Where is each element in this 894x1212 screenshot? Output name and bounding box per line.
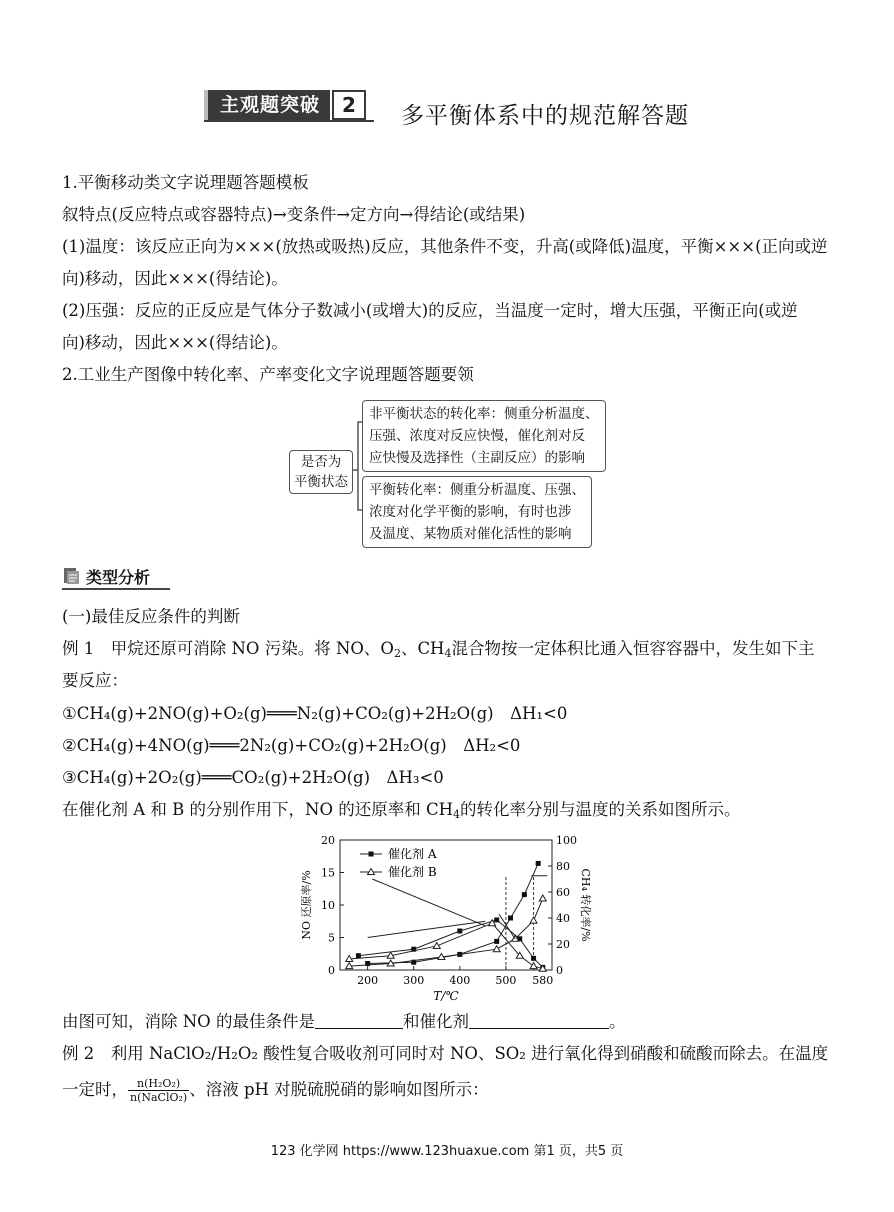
branch-1-line-3: 应快慢及选择性（主副反应）的影响 [369,450,585,466]
data-point-square [531,956,536,961]
ex2-text-b: 、溶液 pH 对脱硫脱硝的影响如图所示： [189,1080,489,1099]
branch-1-line-1: 非平衡状态的转化率：侧重分析温度、 [369,406,599,422]
ex1-text-a: 例 1 甲烷还原可消除 NO 污染。将 NO、O [62,639,394,658]
reaction-2: ②CH₄(g)+4NO(g)═══2N₂(g)+CO₂(g)+2H₂O(g) ΔH₂<0 [62,736,521,755]
para-1-pressure-cont: 向)移动，因此×××(得结论)。 [62,333,288,352]
question-text-b: 和催化剂 [402,1012,469,1031]
y-left-tick-label: 10 [321,899,335,912]
topic-badge-label: 主观题突破 [204,90,330,120]
data-point-triangle [493,946,500,952]
data-point-square [508,916,513,921]
ex1-fig-text-b: 的转化率分别与温度的关系如图所示。 [460,800,741,819]
ratio-fraction [128,1077,189,1104]
x-tick-label: 200 [357,974,379,987]
annotation-arrow [368,921,486,937]
y-right-tick-label: 0 [556,964,563,977]
fraction-numerator: n(H₂O₂) [128,1077,189,1091]
answer-blank-condition[interactable] [315,1012,403,1029]
example-1-intro-cont: 要反应： [62,671,128,690]
data-point-square [522,892,527,897]
example-2-intro: 例 2 利用 NaClO₂/H₂O₂ 酸性复合吸收剂可同时对 NO、SO₂ 进行氧化得到硝酸和硫酸而除去。在温度 [62,1044,829,1063]
y-right-tick-label: 80 [556,860,570,873]
para-1-template: 叙特点(反应特点或容器特点)→变条件→定方向→得结论(或结果) [62,205,526,224]
y-right-tick-label: 20 [556,938,570,951]
annotation-arrow [372,879,485,926]
y-left-tick-label: 20 [321,834,335,847]
diagram-root-box [289,450,353,494]
data-point-triangle [530,963,537,969]
example-1-category: (一)最佳反应条件的判断 [62,607,240,626]
diagram-branch-equilibrium [362,476,592,548]
y-left-axis-label: NO 还原率/% [300,870,313,940]
y-right-tick-label: 60 [556,886,570,899]
question-text-c: 。 [608,1012,626,1031]
para-1-temperature: (1)温度：该反应正向为×××(放热或吸热)反应，其他条件不变，升高(或降低)温度，平衡×××(正向或逆 [62,237,828,256]
ex1-text-c: 混合物按一定体积比通入恒容容器中，发生如下主 [451,639,815,658]
series-line-0 [358,920,542,967]
data-point-square [536,861,541,866]
para-2-heading: 2.工业生产图像中转化率、产率变化文字说理题答题要领 [62,365,474,384]
data-point-square [494,939,499,944]
reaction-3: ③CH₄(g)+2O₂(g)═══CO₂(g)+2H₂O(g) ΔH₃<0 [62,768,444,787]
x-tick-label: 300 [403,974,425,987]
fraction-denominator: n(NaClO₂) [130,1091,188,1104]
y-right-tick-label: 40 [556,912,570,925]
diagram-root-line-2: 平衡状态 [294,474,348,490]
branch-2-line-1: 平衡转化率：侧重分析温度、压强、 [369,482,585,498]
topic-badge [204,90,366,120]
ex1-fig-text-a: 在催化剂 A 和 B 的分别作用下，NO 的还原率和 CH [62,800,453,819]
diagram-root-line-1: 是否为 [300,454,342,470]
reaction-1: ①CH₄(g)+2NO(g)+O₂(g)═══N₂(g)+CO₂(g)+2H₂O(g) ΔH₁<0 [62,704,568,723]
question-text-a: 由图可知，消除 NO 的最佳条件是 [62,1012,315,1031]
x-axis-label: T/℃ [433,989,459,1003]
para-1-temperature-cont: 向)移动，因此×××(得结论)。 [62,269,288,288]
data-point-square [494,917,499,922]
y-right-axis-label: CH₄ 转化率/% [579,868,592,942]
page-footer: 123 化学网 https://www.123huaxue.com 第1 页，共5 页 [270,1144,624,1159]
data-point-triangle [539,895,546,901]
example-1-figure-intro: 在催化剂 A 和 B 的分别作用下，NO 的还原率和 $CH_4$的转化率分别与温度的关系如图所示。 [62,800,741,821]
x-tick-label: 400 [449,974,471,987]
diagram-brace [352,422,362,510]
data-point-square [457,929,462,934]
y-right-tick-label: 100 [556,834,577,847]
legend-label-a: 催化剂 A [388,847,437,861]
section-title: 类型分析 [86,568,151,587]
plot-frame [340,840,552,970]
para-1-heading: 1.平衡移动类文字说理题答题模板 [62,173,309,192]
document-icon [62,567,80,585]
answer-blank-catalyst[interactable] [469,1012,609,1029]
ex2-text-a: 一定时， [62,1080,128,1099]
diagram-branch-nonequilibrium [362,400,606,472]
x-tick-label: 500 [495,974,517,987]
data-point-square [356,953,361,958]
legend-marker-a [369,852,374,857]
y-left-tick-label: 0 [328,964,335,977]
x-tick-label: 580 [532,974,554,987]
branch-2-line-3: 及温度、某物质对催化活性的影响 [369,526,572,542]
badge-underline [204,120,374,122]
series-line-3 [349,899,543,967]
page-title: 多平衡体系中的规范解答题 [401,103,689,129]
example-1-question [62,1011,625,1033]
example-2-intro-cont [62,1075,489,1105]
section-underline [62,588,170,590]
data-point-triangle [530,917,537,923]
y-left-tick-label: 15 [321,866,335,880]
ex1-text-b: 、CH [400,639,445,658]
topic-badge-number: 2 [332,90,366,120]
example-1-intro: 例 1 甲烷还原可消除 NO 污染。将 NO、$O_2$、$CH_4$混合物按一定体积比通入恒容容器中，发生如下主 [62,639,815,660]
series-line-1 [349,923,543,969]
legend-label-b: 催化剂 B [388,865,437,879]
branch-2-line-2: 浓度对化学平衡的影响，有时也涉 [369,504,572,520]
temperature-rate-chart [290,828,610,1004]
branch-1-line-2: 压强、浓度对反应快慢，催化剂对反 [369,428,585,444]
para-1-pressure: (2)压强：反应的正反应是气体分子数减小(或增大)的反应，当温度一定时，增大压强，平衡正向(或逆 [62,301,798,320]
y-left-tick-label: 5 [328,931,335,945]
